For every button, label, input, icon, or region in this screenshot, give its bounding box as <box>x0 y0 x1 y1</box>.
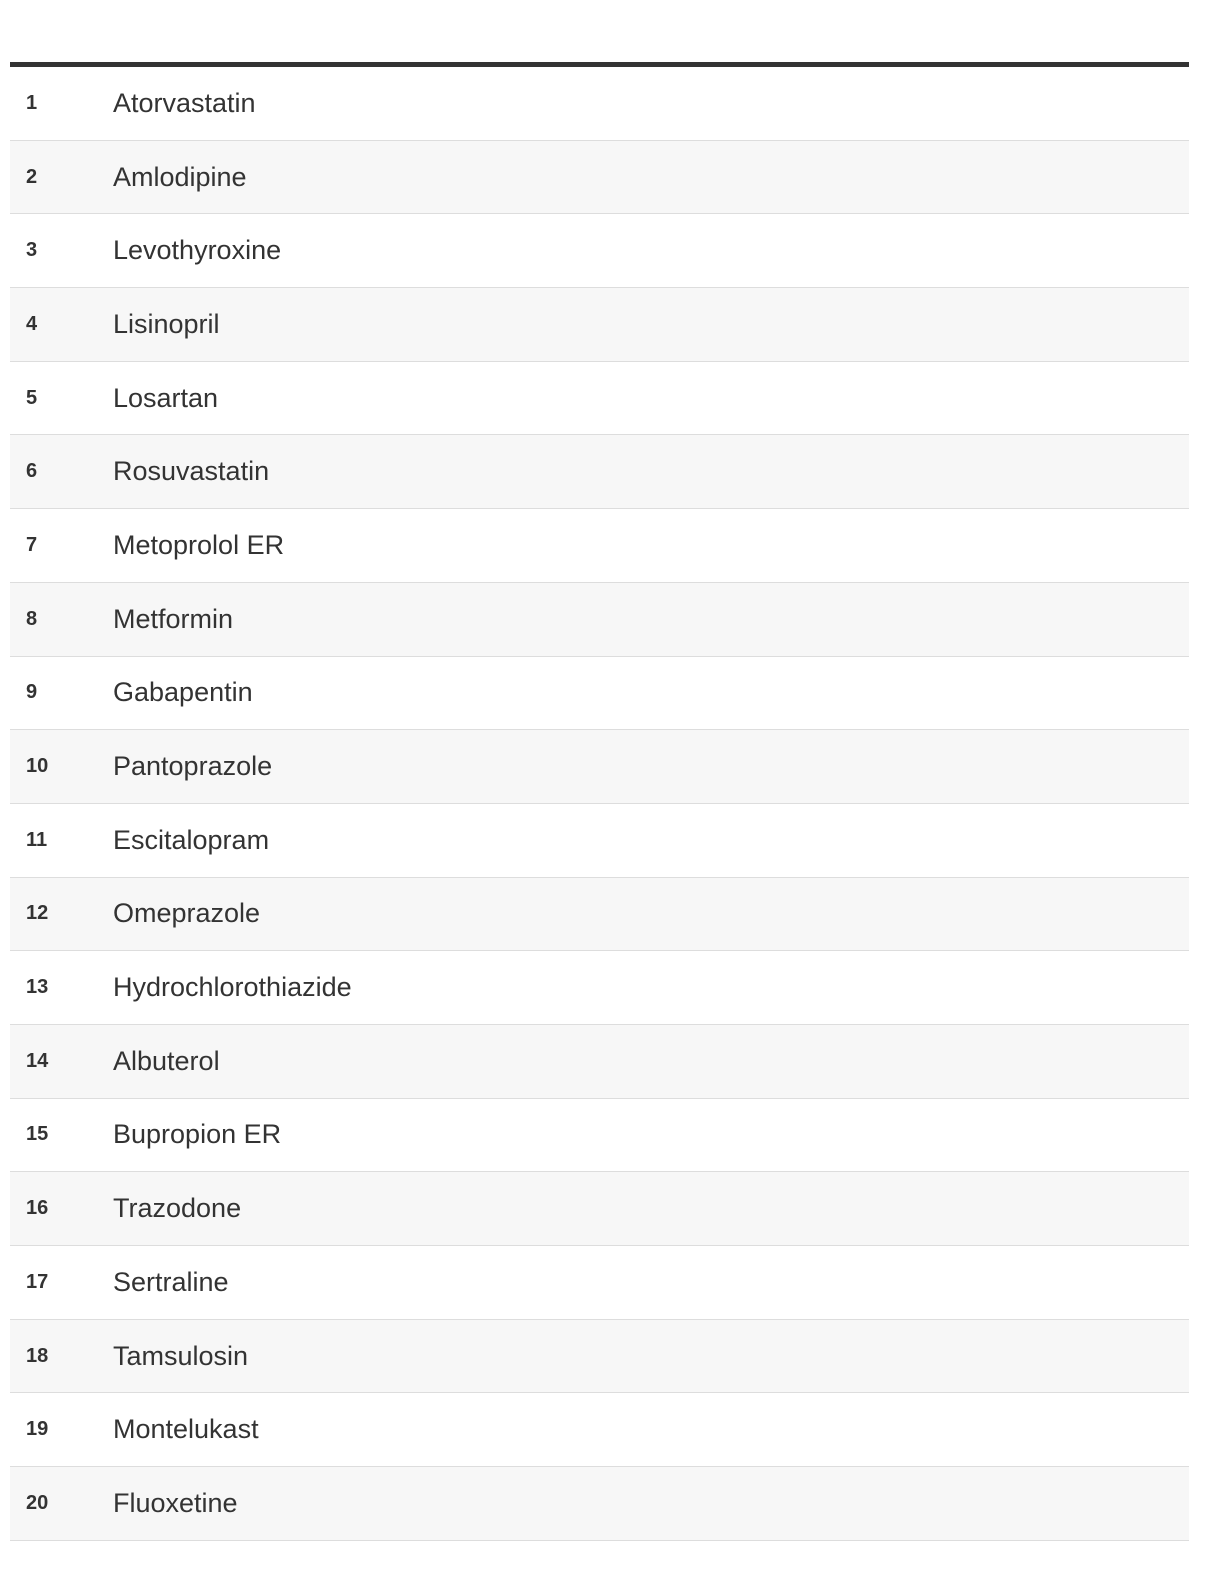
rank-cell: 19 <box>26 1418 49 1441</box>
drug-name-cell: Sertraline <box>113 1266 229 1297</box>
table-row <box>10 583 1189 657</box>
drug-name-cell: Omeprazole <box>113 898 261 929</box>
drug-name-cell: Amlodipine <box>113 161 247 192</box>
table-row <box>10 1246 1189 1320</box>
drug-name-cell: Montelukast <box>113 1414 259 1445</box>
rank-cell: 4 <box>26 312 38 335</box>
rank-cell: 5 <box>26 386 38 409</box>
drug-name-cell: Rosuvastatin <box>113 456 270 487</box>
table-row <box>10 1467 1189 1541</box>
rank-cell: 7 <box>26 533 38 556</box>
rank-cell: 10 <box>26 755 49 778</box>
table-row <box>10 878 1189 952</box>
drug-ranking-table <box>10 62 1189 1541</box>
drug-name-cell: Pantoprazole <box>113 751 273 782</box>
drug-name-cell: Levothyroxine <box>113 235 282 266</box>
drug-name-cell: Metformin <box>113 603 234 634</box>
table-row <box>10 67 1189 141</box>
table-row <box>10 657 1189 731</box>
table-row <box>10 435 1189 509</box>
drug-name-cell: Gabapentin <box>113 677 253 708</box>
rank-cell: 20 <box>26 1491 49 1514</box>
drug-name-cell: Lisinopril <box>113 308 220 339</box>
drug-name-cell: Hydrochlorothiazide <box>113 972 352 1003</box>
drug-name-cell: Metoprolol ER <box>113 529 285 560</box>
rank-cell: 18 <box>26 1344 49 1367</box>
rank-cell: 9 <box>26 681 38 704</box>
drug-name-cell: Losartan <box>113 382 219 413</box>
drug-name-cell: Tamsulosin <box>113 1340 249 1371</box>
drug-name-cell: Atorvastatin <box>113 87 256 118</box>
rank-cell: 17 <box>26 1270 49 1293</box>
table-row <box>10 804 1189 878</box>
rank-cell: 13 <box>26 976 49 999</box>
table-row <box>10 288 1189 362</box>
rank-cell: 15 <box>26 1123 49 1146</box>
rank-cell: 6 <box>26 460 38 483</box>
drug-name-cell: Fluoxetine <box>113 1487 238 1518</box>
table-row <box>10 362 1189 436</box>
drug-name-cell: Albuterol <box>113 1045 220 1076</box>
table-row <box>10 509 1189 583</box>
table-row <box>10 730 1189 804</box>
rank-cell: 14 <box>26 1049 49 1072</box>
rank-cell: 8 <box>26 607 38 630</box>
rank-cell: 1 <box>26 91 38 114</box>
rank-cell: 2 <box>26 165 38 188</box>
rank-cell: 16 <box>26 1197 49 1220</box>
table-body <box>10 67 1189 1541</box>
drug-name-cell: Escitalopram <box>113 824 270 855</box>
table-row <box>10 1320 1189 1394</box>
table-row <box>10 951 1189 1025</box>
table-row <box>10 1025 1189 1099</box>
table-row <box>10 141 1189 215</box>
table-row <box>10 1393 1189 1467</box>
table-row <box>10 1099 1189 1173</box>
rank-cell: 11 <box>26 828 48 851</box>
drug-name-cell: Bupropion ER <box>113 1119 282 1150</box>
table-row <box>10 214 1189 288</box>
rank-cell: 12 <box>26 902 49 925</box>
rank-cell: 3 <box>26 239 38 262</box>
table-row <box>10 1172 1189 1246</box>
drug-name-cell: Trazodone <box>113 1193 242 1224</box>
